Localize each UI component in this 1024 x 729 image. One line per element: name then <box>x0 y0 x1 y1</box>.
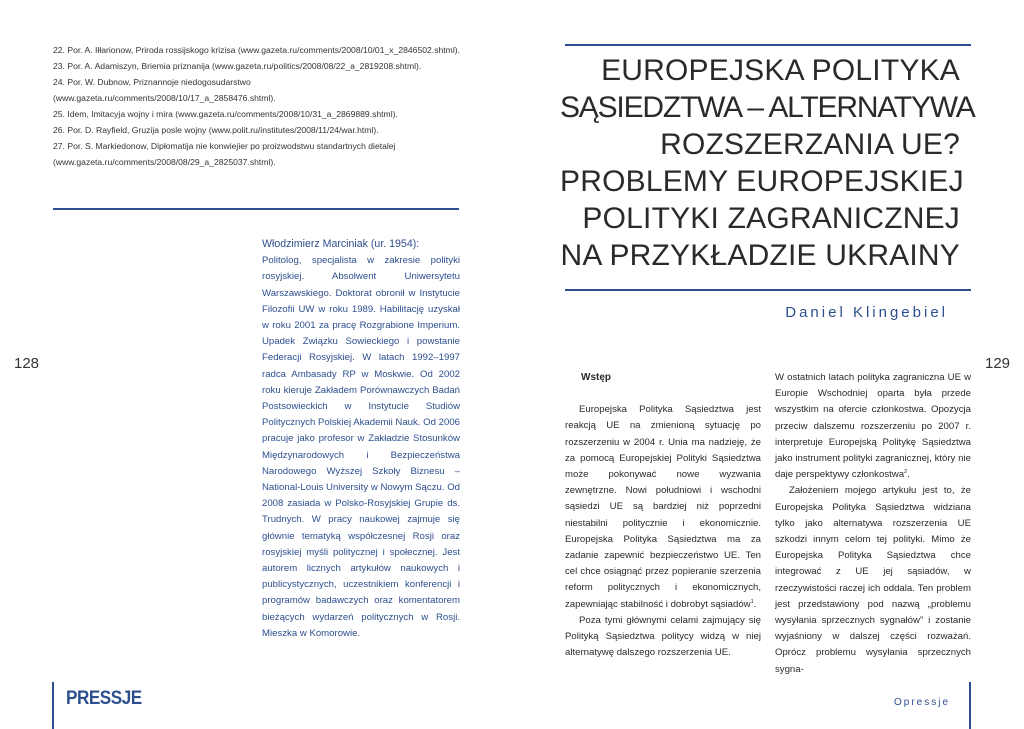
section-heading: Wstęp <box>581 372 611 383</box>
footer-bar-left <box>52 682 54 729</box>
footnote-22: 22. Por. A. Iłłarionow, Priroda rossijskogo krizisa (www.gazeta.ru/comments/2008/10/01_x_2846502.shtml). <box>53 45 460 55</box>
author-bio <box>262 236 460 642</box>
footnotes <box>53 42 465 170</box>
bio-name: Włodzimierz Marciniak (ur. 1954): <box>262 238 420 250</box>
page-number-right: 129 <box>985 355 1011 372</box>
title-rule-bottom <box>565 289 971 291</box>
title-line: EUROPEJSKA POLITYKA <box>601 54 960 87</box>
article-title <box>560 52 975 274</box>
paragraph: Europejska Polityka Sąsiedztwa jest reakcją UE na zmienioną sytuację po rozszerzeniu w 2004 r. Unia ma nadzieję, że za pomocą Europejskiej Polityki Sąsiedztwa może pokonywać nowe wyzwania zewnętrzne. Nowi południowi i wschodni sąsiedzi UE są bardziej niż poprzedni niestabilni politycznie i ekonomicznie. Europejska Polityka Sąsiedztwa ma za zadanie zapewnić bezpieczeństwo UE. Ten cel chce osiągnąć przez popieranie szerzenia reform politycznych i ekonomicznych, zapewniając stabilność i dobrobyt sąsiadów$^1$. <box>565 404 761 610</box>
article-author: Daniel Klingebiel <box>785 304 948 321</box>
footnote-26: 26. Por. D. Rayfield, Gruzija posle wojny (www.polit.ru/institutes/2008/11/24/war.html). <box>53 125 379 135</box>
title-rule-top <box>565 44 971 46</box>
paragraph-text: W ostatnich latach polityka zagraniczna UE w Europie Wschodniej oparta była przede wszystkim na ofercie członkostwa. Opozycja przeciw dalszemu rozszerzeniu po 2007 r. interpretuje Europejską Politykę Sąsiedztwa jako instrument polityki zagranicznej, który nie daje perspektywy członkostwa <box>775 372 971 481</box>
paragraph-text: Europejska Polityka Sąsiedztwa jest reakcją UE na zmienioną sytuację po rozszerzeniu w 2004 r. Unia ma nadzieję, że za pomocą Europejskiej Polityki Sąsiedztwa może pokonywać nowe wyzwania zewnętrzne. Nowi południowi i wschodni sąsiedzi UE są bardziej niż poprzedni niestabilni politycznie i ekonomicznie. Europejska Polityka Sąsiedztwa ma za zadanie zapewnić bezpieczeństwo UE. Ten cel chce osiągnąć przez popieranie szerzenia reform politycznych i ekonomicznych, zapewniając stabilność i dobrobyt sąsiadów <box>565 404 761 610</box>
title-line: POLITYKI ZAGRANICZNEJ <box>582 202 960 235</box>
title-line: SĄSIEDZTWA – ALTERNATYWA <box>560 91 975 124</box>
bio-text: Politolog, specjalista w zakresie polityki rosyjskiej. Absolwent Uniwersytetu Warszawskiego. Doktorat obronił w Instytucie Filozofii UW w roku 1989. Habilitację uzyskał w roku 2001 za pracę Rozgrabione Imperium. Upadek Związku Sowieckiego i powstanie Federacji Rosyjskiej. W latach 1992–1997 radca Ambasady RP w Moskwie. Od 2002 roku kieruje Zakładem Porównawczych Badań Postsowieckich w Instytucie Studiów Politycznych Polskiej Akademii Nauk. Od 2006 pracuje jako profesor w Zakładzie Stosunków Międzynarodowych i Bezpieczeństwa Narodowego Wyższej Szkoły Biznesu – National-Louis University w Nowym Sączu. Od 2008 zasiada w Polsko-Rosyjskiej Grupie ds. Trudnych. W pracy naukowej zajmuje się głównie tematyką współczesnej Rosji oraz rosyjskiej myśli politycznej i społecznej. Jest autorem licznych artykułów naukowych i publicystycznych, uczestnikiem konferencji i programów badawczych oraz komentatorem bieżących wydarzeń politycznych w Rosji. Mieszka w Komorowie. <box>262 255 460 639</box>
title-line: PROBLEMY EUROPEJSKIEJ <box>560 165 964 198</box>
footer-label: Opressje <box>894 697 951 708</box>
paragraph: Poza tymi głównymi celami zajmujący się Polityką Sąsiedztwa politycy widzą w niej alternatywę dalszego rozszerzenia UE. <box>565 614 761 659</box>
footnote-24: 24. Por. W. Dubnow, Priznannoje niedogosudarstwo (www.gazeta.ru/comments/2008/10/17_a_2858476.shtml). <box>53 77 276 103</box>
footnote-ref: 2 <box>904 469 908 476</box>
footnote-23: 23. Por. A. Adamiszyn, Briemia priznanija (www.gazeta.ru/politics/2008/08/22_a_2819208.shtml). <box>53 61 422 71</box>
footnote-25: 25. Idem, Imitacyja wojny i mira (www.gazeta.ru/comments/2008/10/31_a_2869889.shtml). <box>53 109 398 119</box>
title-line: ROZSZERZANIA UE? <box>660 128 960 161</box>
page-number-left: 128 <box>14 355 40 372</box>
paragraph: W ostatnich latach polityka zagraniczna UE w Europie Wschodniej oparta była przede wszystkim na ofercie członkostwa. Opozycja przeciw dalszemu rozszerzeniu po 2007 r. interpretuje Europejską Politykę Sąsiedztwa jako instrument polityki zagranicznej, który nie daje perspektywy członkostwa$^2$. <box>775 372 971 481</box>
text-column-2 <box>775 370 971 678</box>
text-column-1 <box>565 370 761 661</box>
footnote-divider <box>53 208 459 210</box>
footnote-ref: 1 <box>750 598 754 605</box>
pressje-logo: PRESSJE <box>66 688 142 709</box>
title-line: NA PRZYKŁADZIE UKRAINY <box>560 239 960 272</box>
footer-bar-right <box>969 682 971 729</box>
footnote-27: 27. Por. S. Markiedonow, Dipłomatija nie konwiejier po proizwodstwu standartnych dietalej (www.gazeta.ru/comments/2008/08/29_a_2825037.shtml). <box>53 141 396 167</box>
paragraph: Założeniem mojego artykułu jest to, że Europejska Polityka Sąsiedztwa widziana tylko jako alternatywa rozszerzenia UE szkodzi innym celom tej polityki. Mimo że Europejska Polityka Sąsiedztwa chce integrować z UE jej sąsiadów, w rzeczywistości raczej ich oddala. Ten problem jest przedstawiony pod nazwą „problemu wysyłania sprzecznych sygnałów” i zostanie wyjaśniony w dalszej części rozważań. Oprócz problemu wysyłania sprzecznych sygna- <box>775 485 971 675</box>
